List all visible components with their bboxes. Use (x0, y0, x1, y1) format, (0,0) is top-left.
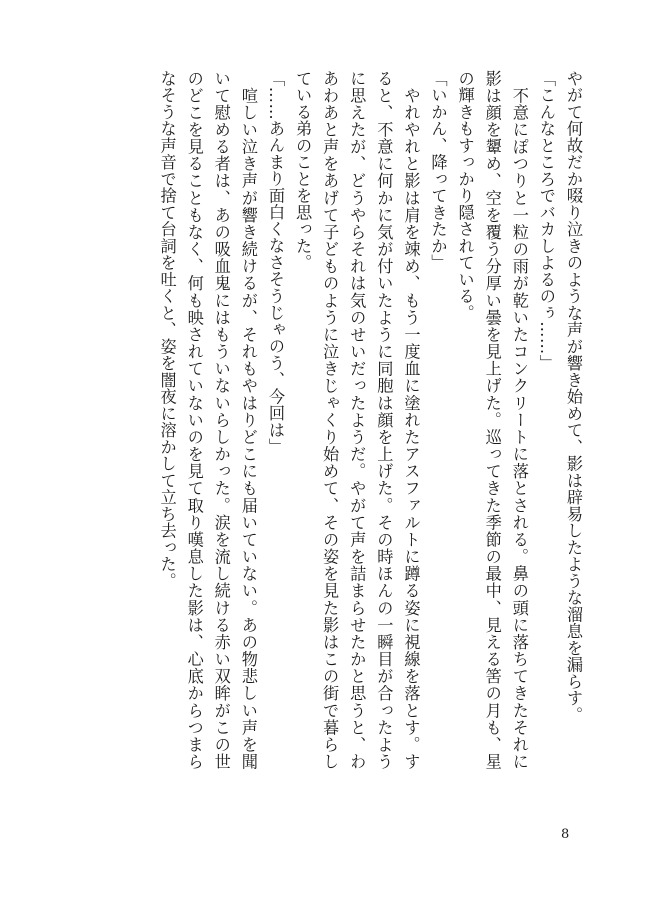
paragraph-1: やがて何故だか啜り泣きのような声が響き始めて、影は辟易したような溜息を漏らす。 (564, 70, 583, 724)
paragraph-4: 「いかん、降ってきたか」 (428, 70, 448, 271)
paragraph-6: 「……あんまり面白くなさそうじゃのう、今回は」 (265, 70, 285, 456)
page-number: 8 (561, 827, 570, 842)
paragraph-2: 「こんなところでバカしよるのぅ……」 (536, 70, 556, 372)
paragraph-5: やれやれと影は肩を竦め、もう一度血に塗れたアスファルトに蹲る姿に視線を落とす。すると、不意に何かに気が付いたように同胞は顔を上げた。その時ほんの一瞬目が合ったように思えたが、どうやらそれは気のせいだったようだ。やがて声を詰まらせたかと思うと、わあわあと声をあげて子どものように泣きじゃくり始めて、その姿を見た影はこの街で暮らしている弟のことを思った。 (293, 70, 421, 770)
vertical-text-body (47, 70, 587, 770)
paragraph-3: 不意にぽつりと一粒の雨が乾いたコンクリートに落とされる。鼻の頭に落ちてきたそれに影は顔を顰め、空を覆う分厚い曇を見上げた。巡ってきた季節の最中、見える筈の月も、星の輝きもすっかり隠されている。 (455, 70, 529, 770)
paragraph-7: 喧しい泣き声が響き続けるが、それもやはりどこにも届いていない。あの物悲しい声を聞いて慰める者は、あの吸血鬼にはもういないらしかった。涙を流し続ける赤い双眸がこの世のどこを見ることもなく、何も映されていないのを見て取り嘆息した影は、心底からつまらなそうな声音で捨て台詞を吐くと、姿を闇夜に溶かして立ち去った。 (157, 70, 258, 770)
